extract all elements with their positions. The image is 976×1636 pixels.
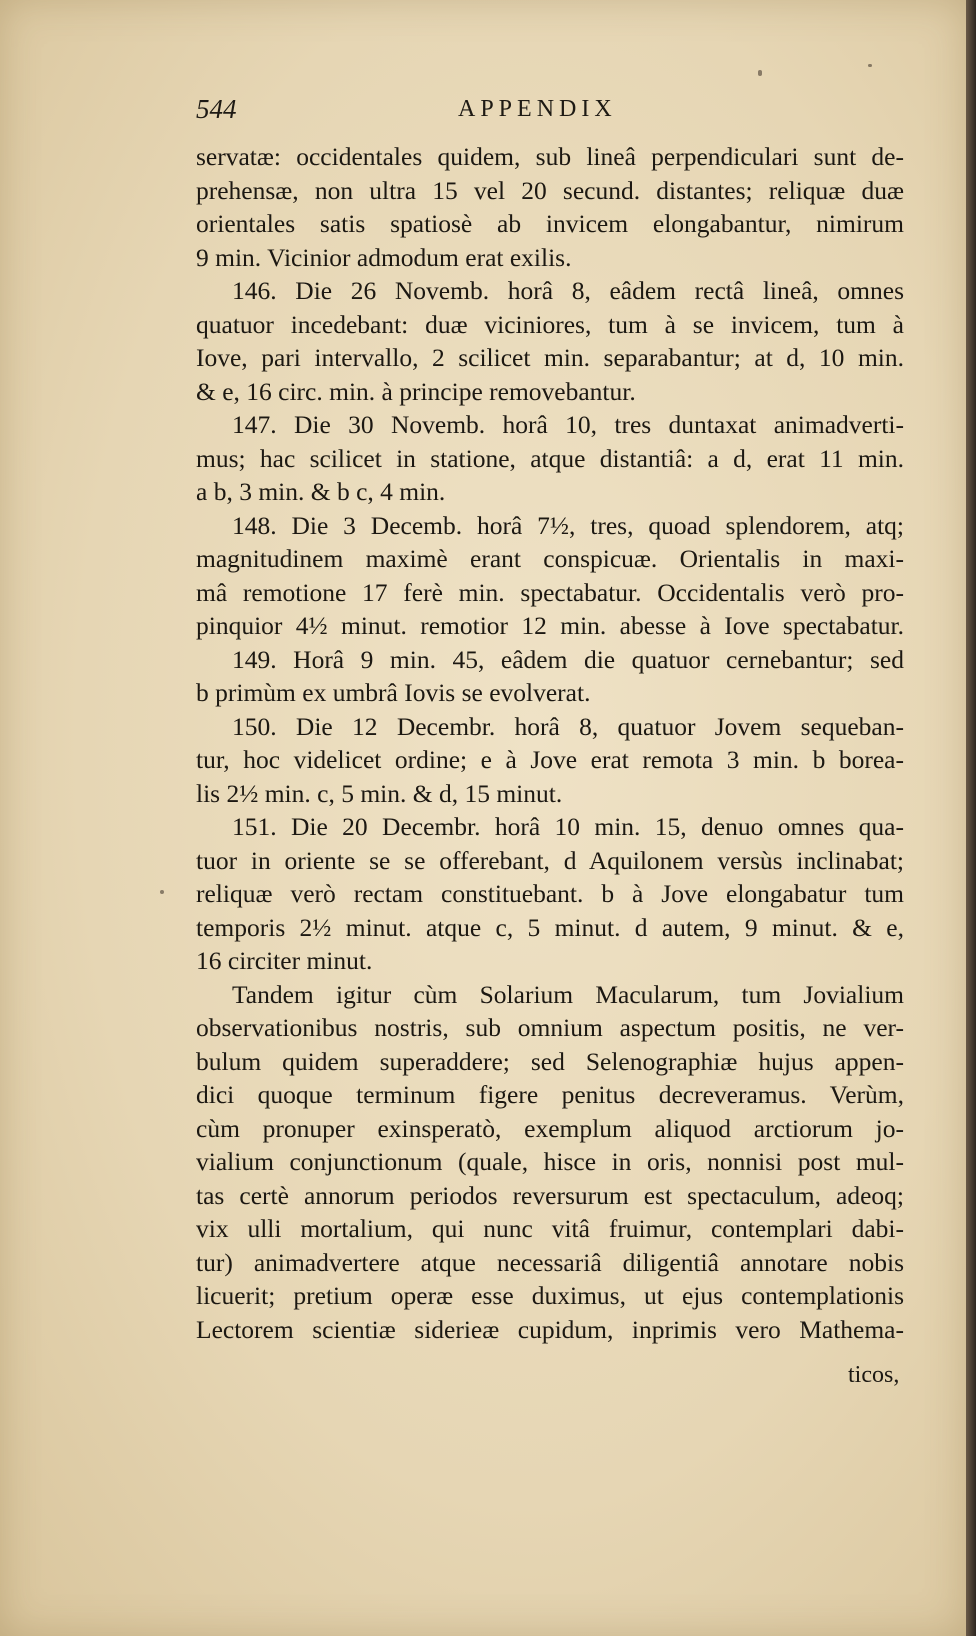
text-line: Tandem igitur cùm Solarium Macularum, tum Jovialium [232,979,904,1009]
text-line: magnitudinem maximè erant conspicuæ. Orientalis in maxi- [196,544,904,573]
text-line: mus; hac scilicet in statione, atque distantiâ: a d, erat 11 min. [196,443,904,473]
text-line: Iove, pari intervallo, 2 scilicet min. separabantur; at d, 10 min. [196,343,904,372]
text-line: 147. Die 30 Novemb. horâ 10, tres duntaxat animadverti- [232,410,904,439]
text-line: quatuor incedebant: duæ viciniores, tum à se invicem, tum à [196,309,904,339]
text-line: dici quoque terminum figere penitus decreveramus. Verùm, [196,1080,904,1109]
text-line: 151. Die 20 Decembr. horâ 10 min. 15, denuo omnes qua- [232,812,904,841]
text-line: 149. Horâ 9 min. 45, eâdem die quatuor cernebantur; sed [232,644,904,674]
ink-speck [160,890,164,894]
text-line: 9 min. Vicinior admodum erat exilis. [196,242,572,272]
running-head: APPENDIX [458,96,617,122]
page-edge [966,0,976,1636]
text-line: mâ remotione 17 ferè min. spectabatur. Occidentalis verò pro- [196,577,904,607]
page-number: 544 [196,94,237,124]
text-line: prehensæ, non ultra 15 vel 20 secund. distantes; reliquæ duæ [196,175,904,205]
text-line: Lectorem scientiæ siderieæ cupidum, inprimis vero Mathema- [196,1314,904,1344]
text-line: 146. Die 26 Novemb. horâ 8, eâdem rectâ lineâ, omnes [232,276,904,305]
text-line: tuor in oriente se se offerebant, d Aquilonem versùs inclinabat; [196,845,904,875]
text-line: & e, 16 circ. min. à principe removebantur. [196,376,636,406]
text-line: vix ulli mortalium, qui nunc vitâ fruimur, contemplari dabi- [196,1214,904,1243]
text-line: tur) animadvertere atque necessariâ diligentiâ annotare nobis [196,1247,904,1277]
text-line: tas certè annorum periodos reversurum est spectaculum, adeoq; [196,1180,904,1210]
text-line: observationibus nostris, sub omnium aspectum positis, ne ver- [196,1013,904,1042]
catchword: ticos, [848,1362,900,1388]
text-line: 150. Die 12 Decembr. horâ 8, quatuor Jovem sequeban- [232,711,904,741]
text-line: servatæ: occidentales quidem, sub lineâ perpendiculari sunt de- [196,142,904,171]
text-line: vialium conjunctionum (quale, hisce in oris, nonnisi post mul- [196,1147,904,1176]
page-header [196,94,916,134]
text-line: b primùm ex umbrâ Iovis se evolverat. [196,678,591,707]
text-line: lis 2½ min. c, 5 min. & d, 15 minut. [196,778,563,808]
ink-speck [868,64,872,67]
text-line: temporis 2½ minut. atque c, 5 minut. d autem, 9 minut. & e, [196,912,904,942]
text-line: orientales satis spatiosè ab invicem elongabantur, nimirum [196,209,904,238]
ink-speck [758,70,762,76]
text-line: 148. Die 3 Decemb. horâ 7½, tres, quoad splendorem, atq; [232,510,904,540]
text-block [196,140,904,1346]
text-line: bulum quidem superaddere; sed Selenographiæ hujus appen- [196,1046,904,1076]
text-line: tur, hoc videlicet ordine; e à Jove erat remota 3 min. b borea- [196,745,904,774]
text-line: a b, 3 min. & b c, 4 min. [196,477,446,506]
text-line: cùm pronuper exinsperatò, exemplum aliquod arctiorum jo- [196,1113,904,1143]
text-line: reliquæ verò rectam constituebant. b à Jove elongabatur tum [196,879,904,908]
text-line: licuerit; pretium operæ esse duximus, ut ejus contemplationis [196,1281,904,1310]
text-line: pinquior 4½ minut. remotior 12 min. abesse à Iove spectabatur. [196,611,904,640]
text-line: 16 circiter minut. [196,946,373,975]
